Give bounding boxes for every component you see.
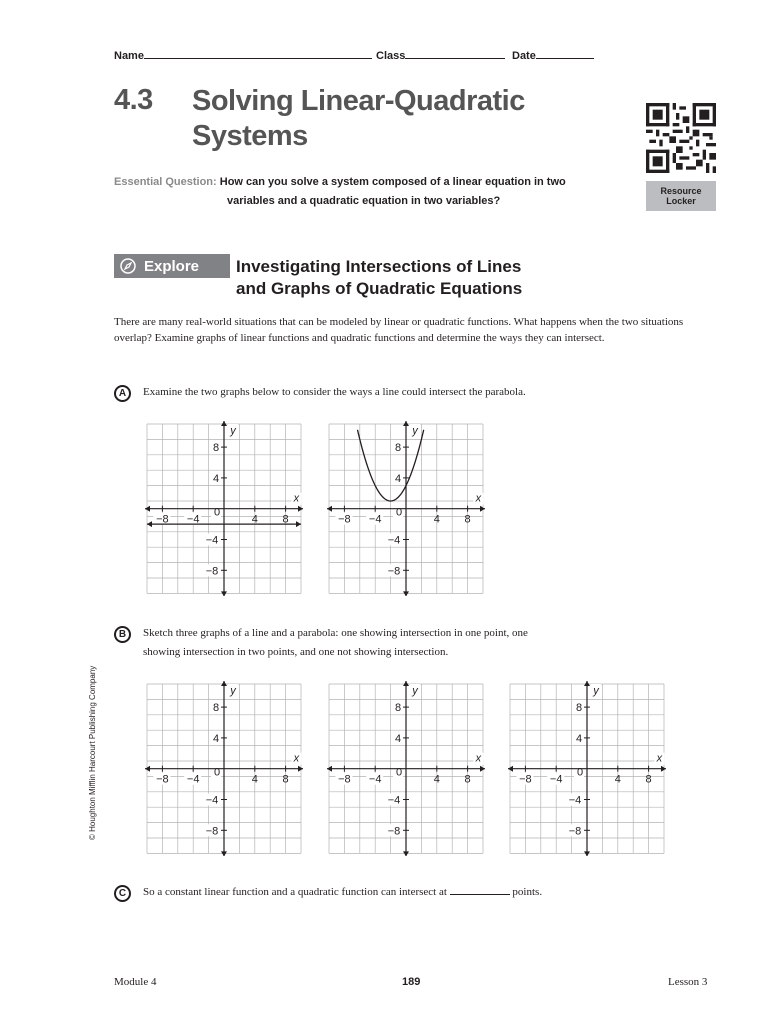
essential-question: Essential Question: How can you solve a system composed of a linear equation in two variables and a quadratic equation in two variables?	[114, 176, 566, 207]
x-tick-label: −4	[186, 513, 200, 526]
step-a-text: Examine the two graphs below to consider the ways a line could intersect the parabola.	[143, 386, 526, 398]
y-tick-label: −8	[387, 565, 401, 578]
axis-arrow	[403, 681, 409, 686]
step-b-badge: B	[114, 626, 131, 643]
axis-arrow	[584, 681, 590, 686]
graph-a2	[325, 420, 487, 596]
resource-locker-button[interactable]: Resource Locker	[646, 181, 716, 211]
y-tick-label: 4	[212, 472, 220, 485]
x-tick-label: −4	[186, 773, 200, 786]
date-blank[interactable]	[536, 48, 594, 59]
x-tick-label: 4	[614, 773, 621, 786]
y-tick-label: −8	[387, 825, 401, 838]
origin-label: 0	[395, 506, 403, 519]
y-axis-label: y	[412, 685, 418, 697]
axis-arrow	[403, 421, 409, 426]
explore-intro: There are many real-world situations that can be modeled by linear or quadratic functions. What happens when the two situations overlap? Examine graphs of linear functions and quadratic functions and determine the ways they can intersect.	[114, 316, 684, 344]
x-axis-label: x	[656, 752, 663, 765]
y-tick-label: 4	[394, 732, 402, 745]
y-tick-label: 4	[394, 472, 402, 485]
x-tick-label: 4	[433, 513, 440, 526]
origin-label: 0	[395, 766, 403, 779]
x-tick-label: −8	[338, 773, 351, 786]
coordinate-grid	[325, 680, 487, 856]
x-tick-label: 8	[282, 773, 289, 786]
y-tick-label: −8	[205, 565, 219, 578]
coordinate-grid	[325, 420, 487, 596]
y-tick-label: −4	[205, 794, 219, 807]
graph-b1[interactable]	[143, 680, 305, 856]
compass-icon	[120, 258, 136, 274]
x-tick-label: −4	[549, 773, 563, 786]
axis-arrow	[480, 506, 485, 512]
class-field: Class	[376, 48, 505, 62]
date-field: Date	[512, 48, 594, 62]
graph-b3[interactable]	[506, 680, 668, 856]
y-tick-label: −4	[387, 534, 401, 547]
footer-module: Module 4	[114, 976, 157, 988]
y-tick-label: −4	[387, 794, 401, 807]
y-tick-label: 8	[212, 702, 220, 715]
y-tick-label: −4	[568, 794, 582, 807]
y-tick-label: 8	[394, 442, 402, 455]
step-a-badge: A	[114, 385, 131, 402]
axis-arrow	[221, 421, 227, 426]
axis-arrow	[508, 766, 513, 772]
x-tick-label: −4	[368, 513, 382, 526]
axis-arrow	[327, 766, 332, 772]
axis-arrow	[221, 681, 227, 686]
graph-a1	[143, 420, 305, 596]
x-axis-label: x	[293, 492, 300, 505]
x-tick-label: −4	[368, 773, 382, 786]
x-tick-label: 4	[433, 773, 440, 786]
origin-label: 0	[576, 766, 584, 779]
x-tick-label: 4	[251, 513, 258, 526]
y-tick-label: −4	[205, 534, 219, 547]
axis-arrow	[661, 766, 666, 772]
x-tick-label: 8	[464, 513, 471, 526]
y-axis-label: y	[230, 685, 236, 697]
y-tick-label: −8	[205, 825, 219, 838]
footer-lesson: Lesson 3	[668, 976, 708, 988]
class-blank[interactable]	[405, 48, 505, 59]
axis-arrow	[327, 506, 332, 512]
coordinate-grid	[506, 680, 668, 856]
coordinate-grid	[143, 680, 305, 856]
x-tick-label: 8	[282, 513, 289, 526]
x-axis-label: x	[475, 752, 482, 765]
y-tick-label: 4	[212, 732, 220, 745]
step-c-text: So a constant linear function and a quadratic function can intersect at points.	[143, 883, 542, 902]
name-field: Name	[114, 48, 372, 62]
x-tick-label: 4	[251, 773, 258, 786]
y-axis-label: y	[593, 685, 599, 697]
explore-badge: Explore	[114, 254, 230, 278]
lesson-number: 4.3	[114, 84, 153, 116]
y-tick-label: −8	[568, 825, 582, 838]
axis-arrow	[145, 766, 150, 772]
y-tick-label: 8	[212, 442, 220, 455]
coordinate-grid	[143, 420, 305, 596]
x-tick-label: −8	[338, 513, 351, 526]
x-tick-label: 8	[464, 773, 471, 786]
y-tick-label: 8	[394, 702, 402, 715]
origin-label: 0	[213, 506, 221, 519]
step-b-text: Sketch three graphs of a line and a parabola: one showing intersection in one point, one showing intersection in two points, and one not showing intersection.	[143, 627, 528, 658]
axis-arrow	[298, 766, 303, 772]
line-arrow	[147, 521, 152, 527]
x-tick-label: −8	[519, 773, 532, 786]
footer-page-number: 189	[402, 976, 421, 988]
qr-code-icon[interactable]	[646, 103, 716, 173]
answer-blank[interactable]	[450, 883, 510, 895]
axis-arrow	[298, 506, 303, 512]
origin-label: 0	[213, 766, 221, 779]
x-tick-label: −8	[156, 773, 169, 786]
y-tick-label: 8	[575, 702, 583, 715]
y-axis-label: y	[230, 425, 236, 437]
step-c-badge: C	[114, 885, 131, 902]
x-tick-label: 8	[645, 773, 652, 786]
line-arrow	[296, 521, 301, 527]
x-axis-label: x	[293, 752, 300, 765]
axis-arrow	[480, 766, 485, 772]
axis-arrow	[145, 506, 150, 512]
x-axis-label: x	[475, 492, 482, 505]
lesson-title: Solving Linear-Quadratic Systems	[192, 85, 525, 152]
y-tick-label: 4	[575, 732, 583, 745]
y-axis-label: y	[412, 425, 418, 437]
name-blank[interactable]	[144, 48, 372, 59]
copyright-sidebar: © Houghton Mifflin Harcourt Publishing Company	[88, 665, 97, 840]
x-tick-label: −8	[156, 513, 169, 526]
graph-b2[interactable]	[325, 680, 487, 856]
explore-heading: Investigating Intersections of Lines and Graphs of Quadratic Equations	[236, 257, 523, 298]
